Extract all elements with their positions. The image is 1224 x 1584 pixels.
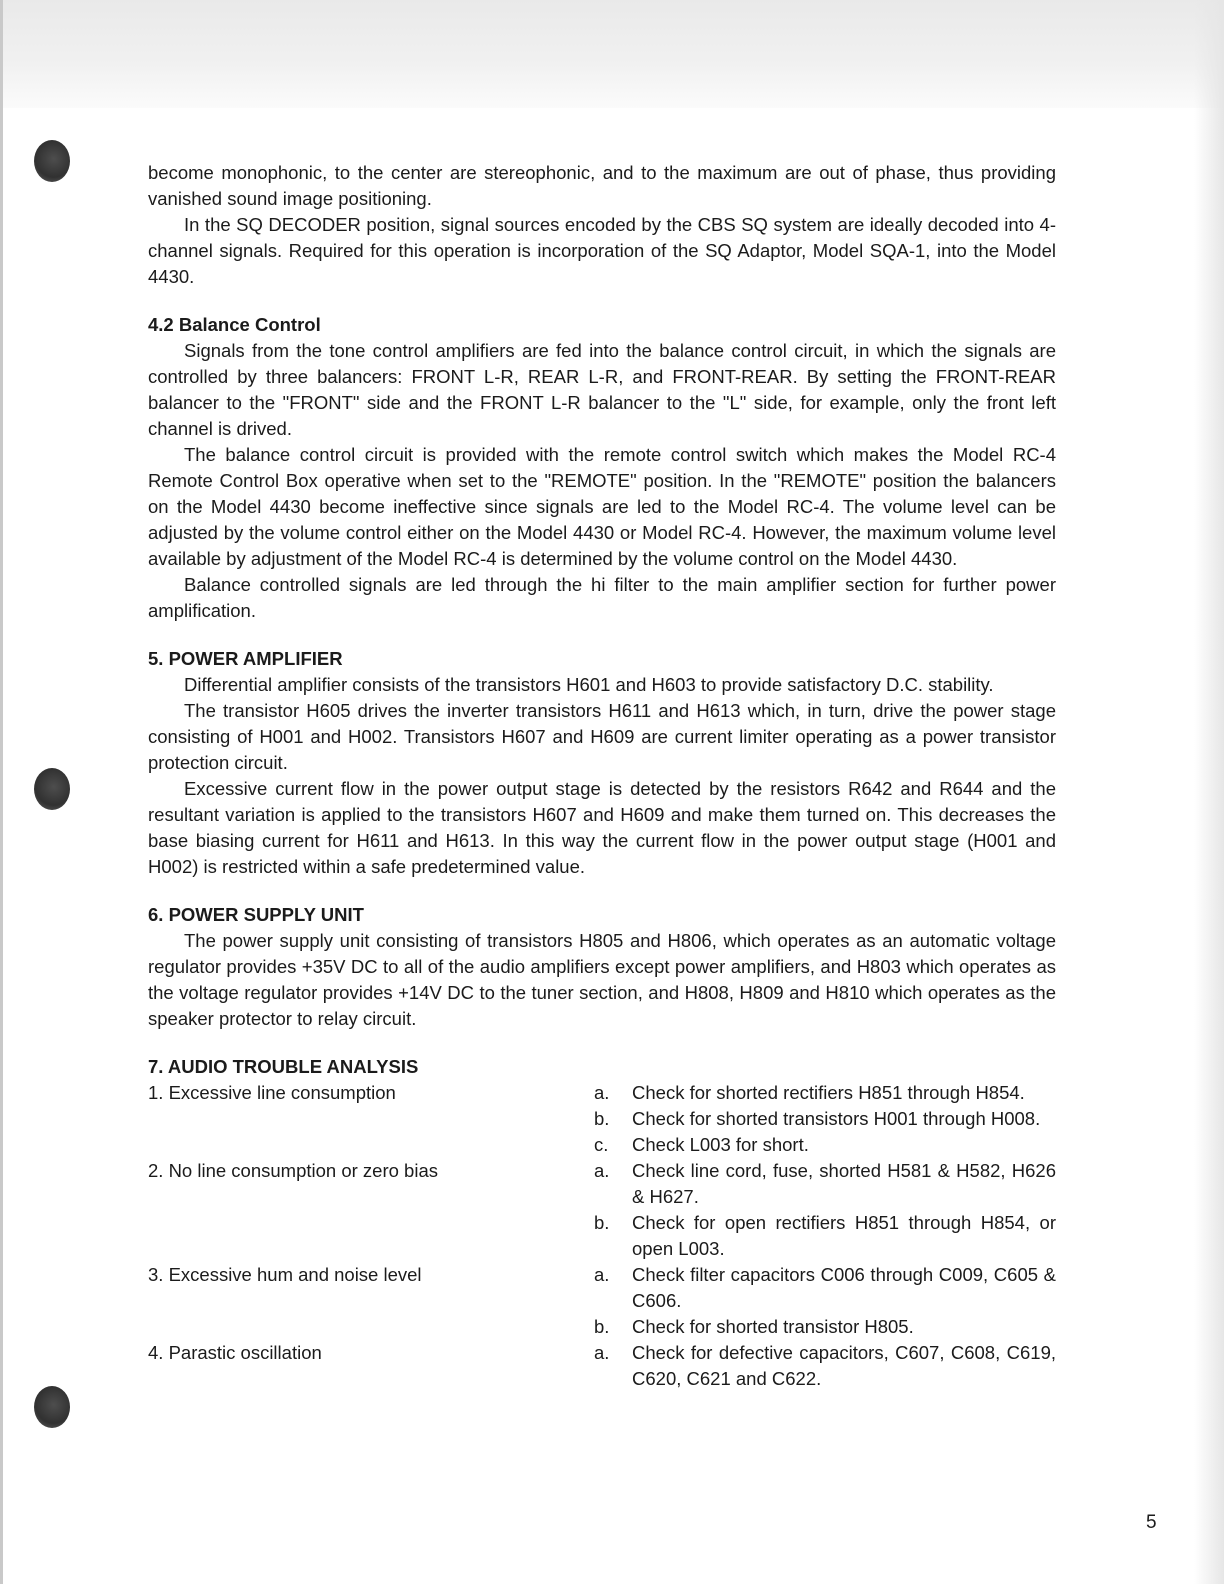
- symptom: 2. No line consumption or zero bias: [148, 1160, 438, 1181]
- section-5-paragraph: The transistor H605 drives the inverter transistors H611 and H613 which, in turn, drive the power stage consisting of H001 and H002. Transistors H607 and H609 are current limiter operating as a power transistor protection circuit.: [148, 700, 1056, 773]
- symptom: 1. Excessive line consumption: [148, 1082, 396, 1103]
- check-text: Check line cord, fuse, shorted H581 & H582, H626 & H627.: [632, 1160, 1056, 1207]
- trouble-item: [148, 1158, 1056, 1262]
- binder-hole-middle: [34, 768, 70, 810]
- check-letter: a.: [594, 1264, 610, 1285]
- check-step: [594, 1106, 1056, 1132]
- check-step: [594, 1262, 1056, 1314]
- trouble-analysis-table: [148, 1080, 1056, 1392]
- check-letter: a.: [594, 1160, 610, 1181]
- check-letter: b.: [594, 1108, 610, 1129]
- check-text: Check L003 for short.: [632, 1134, 809, 1155]
- check-letter: a.: [594, 1342, 610, 1363]
- page-number: 5: [1146, 1512, 1157, 1533]
- section-5-paragraph: Excessive current flow in the power output stage is detected by the resistors R642 and R644 and the resultant variation is applied to the transistors H607 and H609 and make them turned on. This decreases the base biasing current for H611 and H613. In this way the current flow in the power output stage (H001 and H002) is restricted within a safe predetermined value.: [148, 778, 1056, 877]
- check-step: [594, 1132, 1056, 1158]
- check-step: [594, 1314, 1056, 1340]
- section-4-2-paragraph: The balance control circuit is provided with the remote control switch which makes the Model RC-4 Remote Control Box operative when set to the "REMOTE" position. In the "REMOTE" position the balancers on the Model 4430 become ineffective since signals are led to the Model RC-4. The volume level can be adjusted by the volume control either on the Model 4430 or Model RC-4. However, the maximum volume level available by adjustment of the Model RC-4 is determined by the volume control on the Model 4430.: [148, 444, 1056, 569]
- scan-right-shadow: [1194, 0, 1224, 1584]
- check-text: Check for shorted transistors H001 through H008.: [632, 1108, 1041, 1129]
- symptom: 4. Parastic oscillation: [148, 1342, 322, 1363]
- section-6-paragraph: The power supply unit consisting of transistors H805 and H806, which operates as an automatic voltage regulator provides +35V DC to all of the audio amplifiers except power amplifiers, and H803 which operates as the voltage regulator provides +14V DC to the tuner section, and H808, H809 and H810 which operates as the speaker protector to relay circuit.: [148, 930, 1056, 1029]
- check-letter: a.: [594, 1082, 610, 1103]
- trouble-item: [148, 1262, 1056, 1340]
- check-step: [594, 1210, 1056, 1262]
- symptom: 3. Excessive hum and noise level: [148, 1264, 422, 1285]
- section-4-2-heading: 4.2 Balance Control: [148, 314, 321, 335]
- section-6-heading: 6. POWER SUPPLY UNIT: [148, 904, 364, 925]
- scan-left-edge: [0, 0, 3, 1584]
- binder-hole-bottom: [34, 1386, 70, 1428]
- section-5-heading: 5. POWER AMPLIFIER: [148, 648, 343, 669]
- trouble-item: [148, 1340, 1056, 1392]
- intro-paragraph-2: In the SQ DECODER position, signal sources encoded by the CBS SQ system are ideally decoded into 4-channel signals. Required for this operation is incorporation of the SQ Adaptor, Model SQA-1, into the Model 4430.: [148, 214, 1056, 287]
- check-letter: b.: [594, 1212, 610, 1233]
- check-step: [594, 1158, 1056, 1210]
- trouble-item: [148, 1080, 1056, 1158]
- check-text: Check for open rectifiers H851 through H854, or open L003.: [632, 1212, 1056, 1259]
- check-step: [594, 1340, 1056, 1392]
- section-7-heading: 7. AUDIO TROUBLE ANALYSIS: [148, 1056, 419, 1077]
- check-text: Check for shorted transistor H805.: [632, 1316, 914, 1337]
- page-content: [148, 160, 1056, 1392]
- section-4-2-paragraph: Signals from the tone control amplifiers are fed into the balance control circuit, in which the signals are controlled by three balancers: FRONT L-R, REAR L-R, and FRONT-REAR. By setting the FRONT-REAR balancer to the "FRONT" side and the FRONT L-R balancer to the "L" side, for example, only the front left channel is drived.: [148, 340, 1056, 439]
- scan-top-shadow: [0, 0, 1224, 108]
- check-letter: c.: [594, 1134, 609, 1155]
- check-text: Check for shorted rectifiers H851 through H854.: [632, 1082, 1025, 1103]
- check-step: [594, 1080, 1056, 1106]
- check-text: Check filter capacitors C006 through C009, C605 & C606.: [632, 1264, 1056, 1311]
- section-5-paragraph: Differential amplifier consists of the transistors H601 and H603 to provide satisfactory D.C. stability.: [184, 674, 994, 695]
- check-letter: b.: [594, 1316, 610, 1337]
- binder-hole-top: [34, 140, 70, 182]
- check-text: Check for defective capacitors, C607, C608, C619, C620, C621 and C622.: [632, 1342, 1056, 1389]
- section-4-2-paragraph: Balance controlled signals are led through the hi filter to the main amplifier section for further power amplification.: [148, 574, 1056, 621]
- intro-paragraph-1: become monophonic, to the center are stereophonic, and to the maximum are out of phase, thus providing vanished sound image positioning.: [148, 162, 1056, 209]
